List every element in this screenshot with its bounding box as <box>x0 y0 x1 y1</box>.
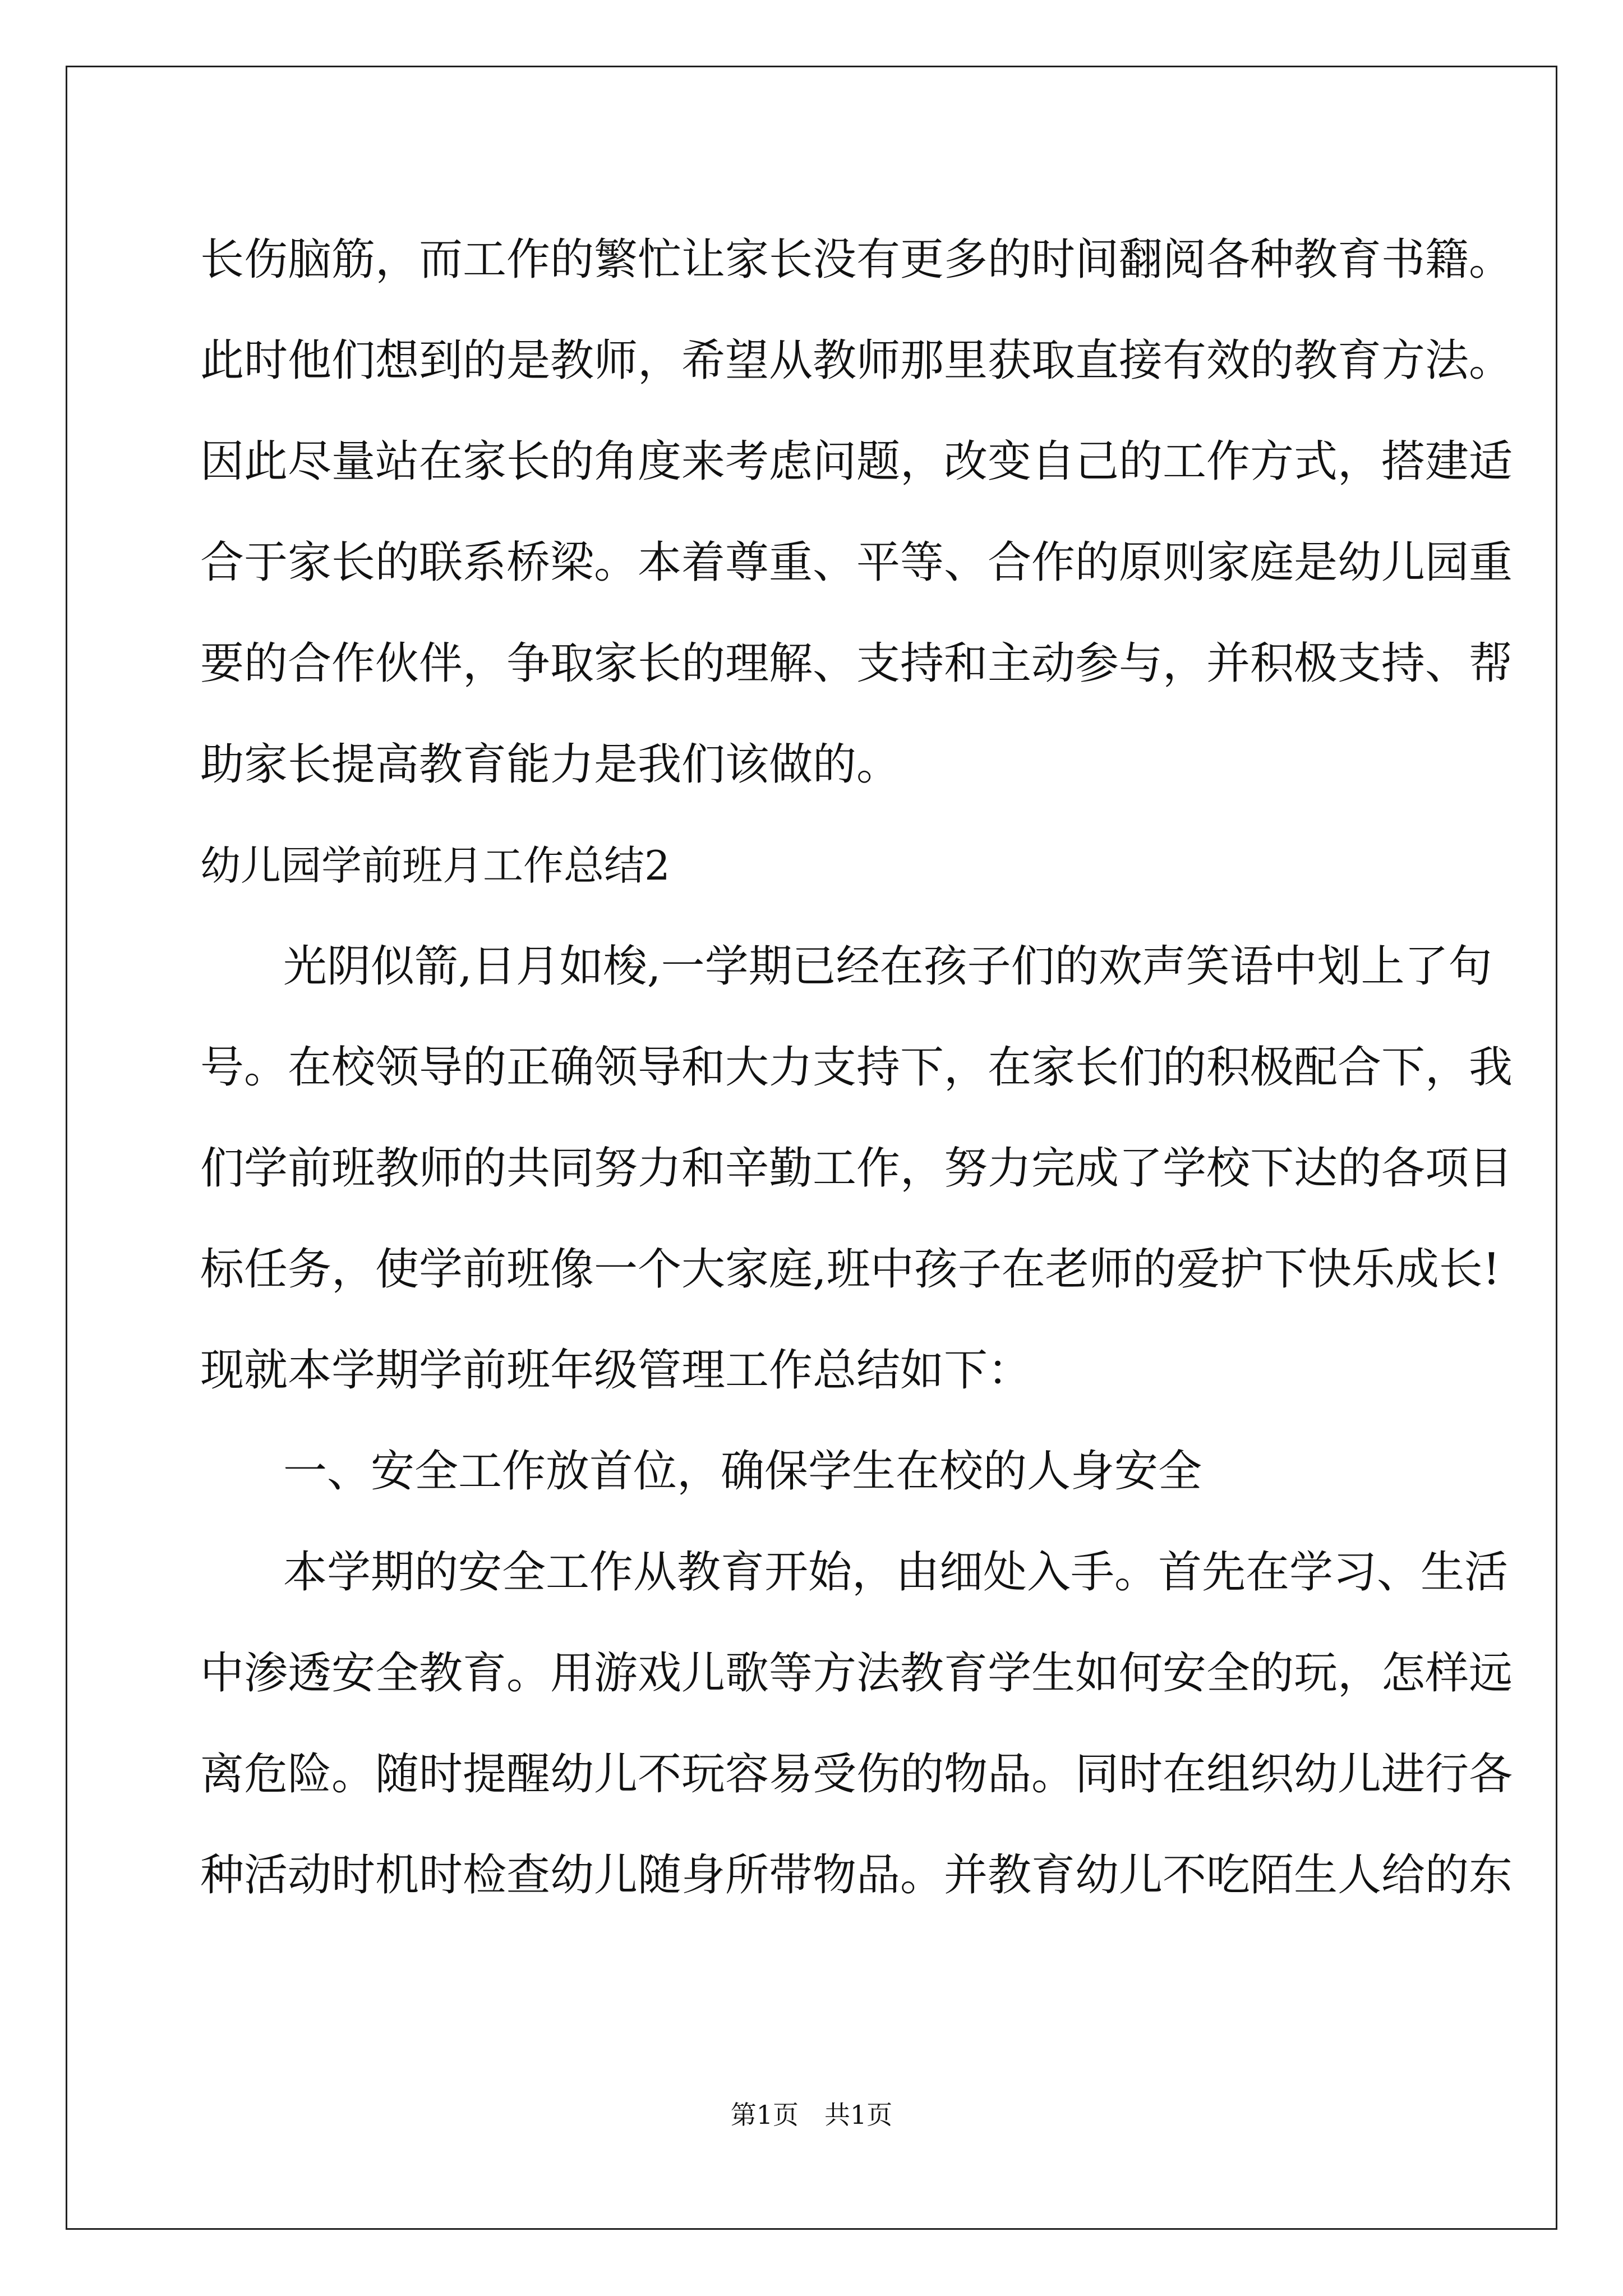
body-line: 号。在校领导的正确领导和大力支持下，在家长们的积极配合下，我 <box>200 1042 1513 1093</box>
paragraph-first-line: 本学期的安全工作从教育开始，由细处入手。首先在学习、生活 <box>283 1547 1509 1598</box>
body-line: 种活动时机时检查幼儿随身所带物品。并教育幼儿不吃陌生人给的东 <box>200 1850 1513 1901</box>
paragraph-first-line: 光阴似箭,日月如梭,一学期已经在孩子们的欢声笑语中划上了句 <box>283 941 1492 992</box>
subsection-heading: 一、安全工作放首位，确保学生在校的人身安全 <box>283 1446 1202 1497</box>
body-line: 合于家长的联系桥梁。本着尊重、平等、合作的原则家庭是幼儿园重 <box>200 537 1513 588</box>
page-number-footer: 第1页 共1页 <box>730 2100 893 2130</box>
body-line: 标任务，使学前班像一个大家庭,班中孩子在老师的爱护下快乐成长! <box>200 1244 1501 1295</box>
body-line: 此时他们想到的是教师，希望从教师那里获取直接有效的教育方法。 <box>200 335 1513 386</box>
body-line: 中渗透安全教育。用游戏儿歌等方法教育学生如何安全的玩，怎样远 <box>200 1648 1513 1699</box>
body-line: 现就本学期学前班年级管理工作总结如下： <box>200 1345 1032 1396</box>
body-line: 助家长提高教育能力是我们该做的。 <box>200 739 901 790</box>
section-heading: 幼儿园学前班月工作总结2 <box>200 842 670 889</box>
body-line: 要的合作伙伴，争取家长的理解、支持和主动参与，并积极支持、帮 <box>200 638 1513 689</box>
body-line: 们学前班教师的共同努力和辛勤工作，努力完成了学校下达的各项目 <box>200 1143 1513 1194</box>
body-line: 长伤脑筋，而工作的繁忙让家长没有更多的时间翻阅各种教育书籍。 <box>200 234 1513 285</box>
body-line: 离危险。随时提醒幼儿不玩容易受伤的物品。同时在组织幼儿进行各 <box>200 1749 1513 1800</box>
body-line: 因此尽量站在家长的角度来考虑问题，改变自己的工作方式，搭建适 <box>200 436 1513 487</box>
